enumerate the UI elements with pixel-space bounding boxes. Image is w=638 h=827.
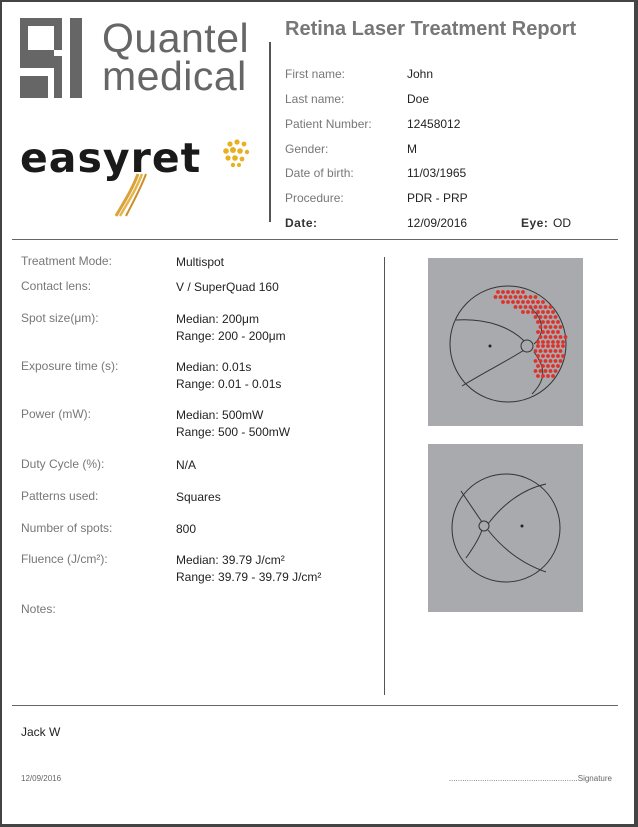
laser-spot	[536, 300, 540, 304]
laser-spot	[536, 344, 540, 348]
laser-spot	[534, 295, 538, 299]
report-title: Retina Laser Treatment Report	[285, 18, 577, 40]
duty-cycle-value: N/A	[176, 458, 197, 472]
laser-spot	[534, 349, 538, 353]
signature-line: ..........................................................Signature	[448, 774, 612, 783]
laser-spot	[521, 290, 525, 294]
body-divider	[384, 257, 385, 695]
laser-spot	[524, 295, 528, 299]
laser-spot	[541, 354, 545, 358]
laser-spot	[544, 325, 548, 329]
retina-diagram-reference	[428, 444, 583, 612]
laser-spot	[556, 354, 560, 358]
footer-date: 12/09/2016	[21, 774, 62, 783]
laser-spot	[536, 354, 540, 358]
laser-spot	[556, 364, 560, 368]
laser-spot	[534, 305, 538, 309]
laser-spots	[494, 290, 568, 378]
power-median: Median: 500mW	[176, 408, 264, 422]
laser-spot	[554, 349, 558, 353]
laser-spot	[524, 305, 528, 309]
laser-spot	[516, 300, 520, 304]
laser-spot	[539, 305, 543, 309]
laser-spot	[561, 354, 565, 358]
laser-spot	[536, 364, 540, 368]
laser-spot	[536, 330, 540, 334]
laser-spot	[544, 315, 548, 319]
laser-spot	[551, 330, 555, 334]
laser-spot	[546, 340, 550, 344]
company-name-line2: medical	[102, 53, 247, 99]
laser-spot	[541, 374, 545, 378]
laser-spot	[564, 335, 568, 339]
laser-spot	[559, 335, 563, 339]
laser-spot	[534, 369, 538, 373]
laser-spot	[561, 344, 565, 348]
laser-spot	[559, 349, 563, 353]
laser-spot	[549, 315, 553, 319]
treatment-mode-label: Treatment Mode:	[21, 254, 112, 268]
laser-spot	[556, 344, 560, 348]
header-rule	[12, 239, 618, 240]
laser-spot	[544, 349, 548, 353]
laser-spot	[506, 290, 510, 294]
laser-spot	[536, 310, 540, 314]
company-name-line1: Quantel	[102, 15, 250, 61]
date-label: Date:	[285, 216, 318, 230]
laser-spot	[549, 349, 553, 353]
laser-spot	[529, 305, 533, 309]
eye-label: Eye:	[521, 216, 549, 230]
laser-spot	[551, 354, 555, 358]
laser-spot	[549, 369, 553, 373]
laser-spot	[521, 310, 525, 314]
laser-spot	[554, 335, 558, 339]
patterns-value: Squares	[176, 490, 221, 504]
laser-spot	[544, 335, 548, 339]
date-of-birth-value: 11/03/1965	[407, 166, 467, 180]
laser-spot	[541, 340, 545, 344]
notes-label: Notes:	[21, 602, 56, 616]
treatment-mode-value: Multispot	[176, 255, 225, 269]
laser-spot	[531, 310, 535, 314]
quantel-q-icon	[20, 16, 84, 100]
laser-spot	[494, 295, 498, 299]
laser-spot	[514, 295, 518, 299]
laser-spot	[509, 295, 513, 299]
exposure-range: Range: 0.01 - 0.01s	[176, 377, 282, 391]
last-name-label: Last name:	[285, 92, 345, 106]
fluence-median: Median: 39.79 J/cm²	[176, 553, 285, 567]
date-of-birth-label: Date of birth:	[285, 166, 354, 180]
laser-spot	[554, 369, 558, 373]
laser-spot	[519, 305, 523, 309]
laser-spot	[546, 344, 550, 348]
laser-spot	[554, 315, 558, 319]
exposure-median: Median: 0.01s	[176, 360, 252, 374]
laser-spot	[539, 325, 543, 329]
laser-spot	[556, 340, 560, 344]
first-name-value: John	[407, 67, 434, 81]
header-divider	[269, 42, 271, 222]
laser-spot	[544, 305, 548, 309]
retina-map-treated	[428, 258, 583, 426]
laser-spot	[504, 295, 508, 299]
contact-lens-label: Contact lens:	[21, 279, 92, 293]
laser-spot	[546, 320, 550, 324]
duty-cycle-label: Duty Cycle (%):	[21, 457, 105, 471]
laser-spot	[551, 364, 555, 368]
laser-spot	[551, 374, 555, 378]
laser-spot	[544, 359, 548, 363]
fluence-range: Range: 39.79 - 39.79 J/cm²	[176, 570, 322, 584]
laser-spot	[496, 290, 500, 294]
laser-spot	[539, 349, 543, 353]
laser-spot	[541, 330, 545, 334]
laser-spot	[541, 310, 545, 314]
laser-spot	[506, 300, 510, 304]
power-label: Power (mW):	[21, 407, 91, 421]
laser-spot	[541, 364, 545, 368]
spots-value: 800	[176, 522, 197, 536]
laser-spot	[514, 305, 518, 309]
laser-spot	[551, 320, 555, 324]
easyret-logo	[20, 130, 260, 220]
laser-spot	[529, 295, 533, 299]
patient-number-value: 12458012	[407, 117, 461, 131]
spots-label: Number of spots:	[21, 521, 113, 535]
gender-label: Gender:	[285, 142, 329, 156]
quantel-medical-logo	[20, 16, 254, 100]
first-name-label: First name:	[285, 67, 346, 81]
laser-spot	[559, 325, 563, 329]
laser-spot	[511, 290, 515, 294]
retina-diagram-treated	[428, 258, 583, 426]
laser-spot	[556, 330, 560, 334]
laser-spot	[561, 340, 565, 344]
laser-spot	[541, 320, 545, 324]
laser-spot	[519, 295, 523, 299]
laser-spot	[546, 354, 550, 358]
laser-spot	[536, 320, 540, 324]
laser-spot	[541, 300, 545, 304]
laser-spot	[501, 300, 505, 304]
laser-spot	[499, 295, 503, 299]
laser-spot	[539, 335, 543, 339]
spot-size-median: Median: 200μm	[176, 312, 259, 326]
footer-rule	[12, 705, 618, 706]
fluence-label: Fluence (J/cm²):	[21, 552, 108, 566]
contact-lens-value: V / SuperQuad 160	[176, 280, 279, 294]
laser-spot	[536, 340, 540, 344]
laser-spot	[544, 369, 548, 373]
exposure-label: Exposure time (s):	[21, 359, 119, 373]
laser-spot	[521, 300, 525, 304]
easyret-swoosh-icon	[20, 130, 260, 220]
laser-spot	[549, 335, 553, 339]
last-name-value: Doe	[407, 92, 430, 106]
laser-spot	[516, 290, 520, 294]
gender-value: M	[407, 142, 417, 156]
power-range: Range: 500 - 500mW	[176, 425, 291, 439]
eye-value: OD	[553, 216, 571, 230]
patterns-label: Patterns used:	[21, 489, 99, 503]
product-name: easyret	[20, 134, 202, 182]
laser-spot	[551, 344, 555, 348]
laser-spot	[546, 364, 550, 368]
laser-spot	[539, 369, 543, 373]
laser-spot	[526, 310, 530, 314]
laser-spot	[541, 344, 545, 348]
laser-spot	[546, 374, 550, 378]
laser-spot	[534, 315, 538, 319]
laser-spot	[531, 300, 535, 304]
laser-spot	[511, 300, 515, 304]
procedure-label: Procedure:	[285, 191, 344, 205]
laser-spot	[559, 359, 563, 363]
laser-spot	[536, 374, 540, 378]
procedure-value: PDR - PRP	[407, 191, 468, 205]
spot-size-range: Range: 200 - 200μm	[176, 329, 286, 343]
laser-spot	[556, 320, 560, 324]
laser-spot	[551, 310, 555, 314]
date-value: 12/09/2016	[407, 216, 468, 230]
laser-spot	[539, 359, 543, 363]
laser-spot	[549, 305, 553, 309]
laser-spot	[549, 359, 553, 363]
laser-spot	[546, 330, 550, 334]
laser-spot	[554, 359, 558, 363]
laser-spot	[526, 300, 530, 304]
signer-name: Jack W	[21, 725, 61, 739]
laser-spot	[549, 325, 553, 329]
spot-size-label: Spot size(μm):	[21, 311, 99, 325]
laser-spot	[539, 315, 543, 319]
laser-spot	[551, 340, 555, 344]
laser-spot	[554, 325, 558, 329]
laser-spot	[546, 310, 550, 314]
retina-map-reference	[428, 444, 583, 612]
laser-spot	[534, 359, 538, 363]
laser-spot	[501, 290, 505, 294]
patient-number-label: Patient Number:	[285, 117, 372, 131]
